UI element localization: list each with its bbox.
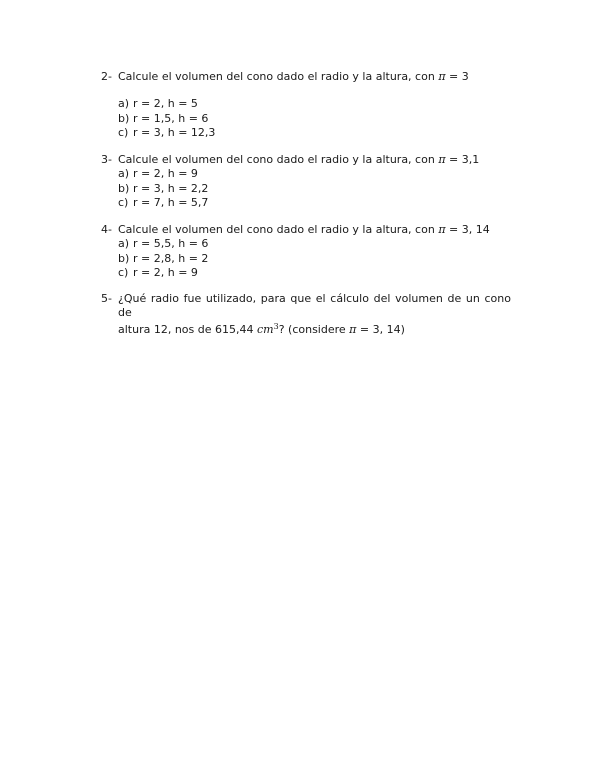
option-letter: c) bbox=[118, 196, 129, 209]
option-letter: a) bbox=[118, 167, 130, 180]
option-letter: b) bbox=[118, 251, 130, 265]
question-stem: Calcule el volumen del cono dado el radio y la altura, con bbox=[118, 70, 439, 83]
pi-symbol: π bbox=[349, 323, 357, 336]
question-number: 5- bbox=[101, 292, 112, 305]
pi-value: = 3 bbox=[445, 70, 469, 83]
question-text bbox=[118, 223, 511, 237]
option-item bbox=[118, 252, 511, 267]
option-item bbox=[118, 112, 511, 127]
pi-value: = 3, 14) bbox=[356, 323, 405, 336]
question-text bbox=[118, 292, 511, 337]
option-letter: c) bbox=[118, 266, 129, 279]
option-text: r = 2, h = 9 bbox=[133, 167, 198, 180]
option-letter: a) bbox=[118, 97, 130, 110]
option-item bbox=[118, 126, 511, 141]
question-number: 2- bbox=[101, 70, 112, 83]
option-text: r = 7, h = 5,7 bbox=[133, 196, 209, 209]
option-text: r = 3, h = 2,2 bbox=[133, 181, 209, 195]
question-stem: Calcule el volumen del cono dado el radio y la altura, con bbox=[118, 223, 439, 236]
option-text: r = 2, h = 5 bbox=[133, 97, 198, 110]
question-number: 4- bbox=[101, 223, 112, 236]
options-list bbox=[118, 167, 511, 211]
pi-symbol: π bbox=[438, 153, 446, 166]
option-item bbox=[118, 182, 511, 197]
unit-cm: cm bbox=[257, 323, 274, 336]
question-5 bbox=[101, 292, 511, 337]
option-letter: c) bbox=[118, 126, 129, 139]
option-text: r = 1,5, h = 6 bbox=[133, 111, 209, 125]
question-line-1: ¿Qué radio fue utilizado, para que el cálculo del volumen de un cono de bbox=[118, 292, 511, 319]
option-text: r = 3, h = 12,3 bbox=[133, 126, 216, 139]
options-list bbox=[118, 97, 511, 141]
question-tail: ? (considere bbox=[278, 323, 350, 336]
question-stem: altura 12, nos de 615,44 bbox=[118, 323, 257, 336]
unit-exponent: 3 bbox=[273, 322, 279, 331]
option-letter: b) bbox=[118, 181, 130, 195]
option-letter: a) bbox=[118, 237, 130, 250]
option-text: r = 5,5, h = 6 bbox=[133, 237, 209, 250]
pi-symbol: π bbox=[438, 70, 446, 83]
options-list bbox=[118, 237, 511, 281]
question-4 bbox=[101, 223, 511, 281]
question-stem: Calcule el volumen del cono dado el radio y la altura, con bbox=[118, 153, 439, 166]
option-item bbox=[118, 167, 511, 182]
pi-value: = 3, 14 bbox=[445, 223, 490, 236]
pi-value: = 3,1 bbox=[445, 153, 480, 166]
question-text bbox=[118, 70, 511, 84]
question-line-2 bbox=[118, 320, 511, 337]
question-3 bbox=[101, 153, 511, 211]
option-item bbox=[118, 266, 511, 281]
option-item bbox=[118, 196, 511, 211]
option-item bbox=[118, 237, 511, 252]
option-item bbox=[118, 97, 511, 112]
pi-symbol: π bbox=[438, 223, 446, 236]
question-2 bbox=[101, 70, 511, 141]
option-text: r = 2, h = 9 bbox=[133, 266, 198, 279]
option-letter: b) bbox=[118, 111, 130, 125]
question-number: 3- bbox=[101, 153, 112, 166]
option-text: r = 2,8, h = 2 bbox=[133, 251, 209, 265]
question-text bbox=[118, 153, 511, 167]
